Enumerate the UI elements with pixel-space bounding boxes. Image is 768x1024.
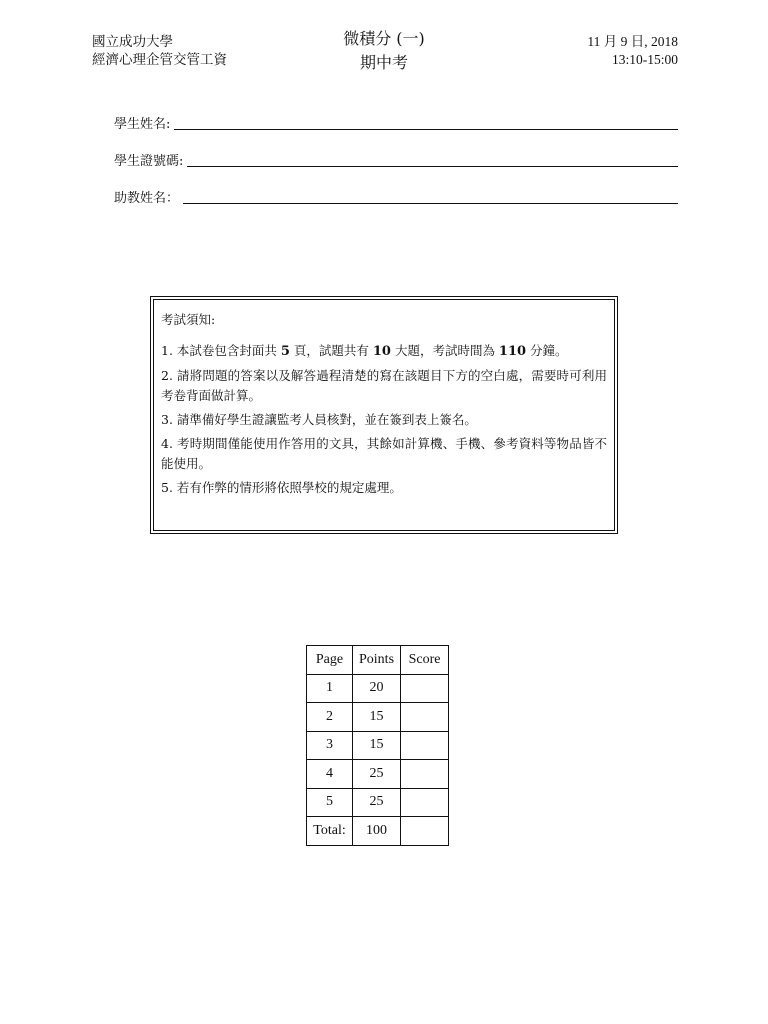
- score-cell[interactable]: [401, 788, 449, 817]
- notice-page-count: 5: [280, 344, 290, 359]
- notice-item-1-mid1: 頁，試題共有: [289, 343, 373, 358]
- points-cell: 15: [353, 703, 401, 732]
- table-row: [307, 731, 449, 760]
- page-cell: 5: [307, 788, 353, 817]
- student-name-field[interactable]: [114, 112, 678, 132]
- header-center: [284, 27, 484, 75]
- header-points: Points: [353, 646, 401, 675]
- ta-name-field[interactable]: [114, 186, 678, 206]
- table-row: [307, 788, 449, 817]
- notice-item-4: 4. 考時期間僅能使用作答用的文具，其餘如計算機、手機、參考資料等物品皆不能使用。: [161, 436, 607, 471]
- notice-item-3: 3. 請準備好學生證讓監考人員核對，並在簽到表上簽名。: [161, 412, 477, 427]
- course-title: 微積分 (一): [343, 29, 425, 48]
- student-id-field[interactable]: [114, 149, 678, 169]
- total-score-cell[interactable]: [401, 817, 449, 846]
- points-cell: 25: [353, 788, 401, 817]
- points-cell: 25: [353, 760, 401, 789]
- notice-item-5: 5. 若有作弊的情形將依照學校的規定處理。: [161, 480, 402, 495]
- header-right: [587, 33, 678, 69]
- header-left: [92, 33, 227, 69]
- score-cell[interactable]: [401, 703, 449, 732]
- notice-time-minutes: 110: [498, 344, 527, 359]
- page-cell: 4: [307, 760, 353, 789]
- student-id-line[interactable]: [187, 152, 678, 167]
- score-cell[interactable]: [401, 760, 449, 789]
- exam-notice-inner: [153, 299, 615, 531]
- header-page: Page: [307, 646, 353, 675]
- student-name-line[interactable]: [174, 115, 678, 130]
- notice-item-1: [161, 341, 607, 362]
- table-row: [307, 674, 449, 703]
- total-row: [307, 817, 449, 846]
- student-name-label: 學生姓名:: [114, 117, 171, 132]
- page-cell: 3: [307, 731, 353, 760]
- notice-title: 考試須知:: [161, 312, 216, 327]
- points-cell: 20: [353, 674, 401, 703]
- notice-item-1-mid2: 大題，考試時間為: [390, 343, 499, 358]
- notice-question-count: 10: [372, 344, 391, 359]
- score-table-header-row: [307, 646, 449, 675]
- exam-notice-box: [150, 296, 618, 534]
- ta-name-label: 助教姓名：: [114, 191, 180, 206]
- points-cell: 15: [353, 731, 401, 760]
- exam-date: 11 月 9 日, 2018: [587, 34, 678, 49]
- total-label: Total:: [307, 817, 353, 846]
- header-score: Score: [401, 646, 449, 675]
- page-cell: 1: [307, 674, 353, 703]
- table-row: [307, 703, 449, 732]
- table-row: [307, 760, 449, 789]
- student-id-label: 學生證號碼:: [114, 154, 184, 169]
- ta-name-line[interactable]: [183, 189, 678, 204]
- notice-item-1-pre: 1. 本試卷包含封面共: [161, 343, 281, 358]
- department-list: 經濟心理企管交管工資: [92, 52, 227, 68]
- school-name: 國立成功大學: [92, 34, 173, 50]
- notice-item-2: 2. 請將問題的答案以及解答過程清楚的寫在該題目下方的空白處，需要時可利用考卷背面做計算。: [161, 368, 607, 403]
- exam-time: 13:10-15:00: [612, 52, 678, 67]
- page-cell: 2: [307, 703, 353, 732]
- score-cell[interactable]: [401, 674, 449, 703]
- score-table: [306, 645, 449, 846]
- total-points: 100: [353, 817, 401, 846]
- exam-title: 期中考: [359, 53, 408, 72]
- notice-item-1-post: 分鐘。: [526, 343, 568, 358]
- score-cell[interactable]: [401, 731, 449, 760]
